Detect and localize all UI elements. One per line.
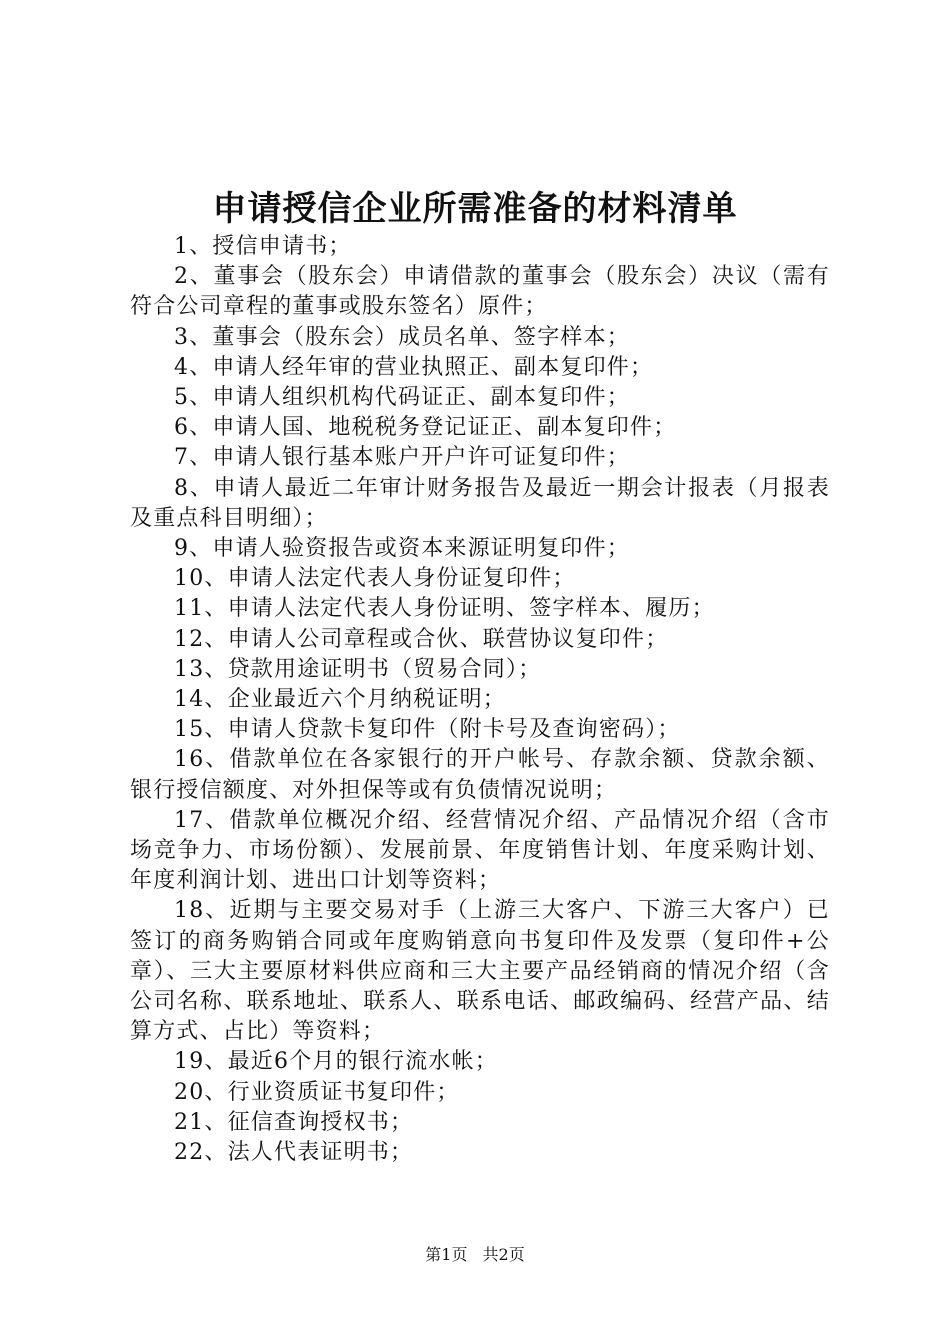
list-item: 2、董事会（股东会）申请借款的董事会（股东会）决议（需有符合公司章程的董事或股东签名）原件； xyxy=(130,264,830,320)
list-item: 4、申请人经年审的营业执照正、副本复印件； xyxy=(174,354,654,380)
list-item: 22、法人代表证明书； xyxy=(174,1140,414,1166)
list-item: 7、申请人银行基本账户开户许可证复印件； xyxy=(174,445,630,471)
list-item: 12、申请人公司章程或合伙、联营协议复印件； xyxy=(174,626,669,652)
list-item: 5、申请人组织机构代码证正、副本复印件； xyxy=(174,385,630,411)
list-item: 17、借款单位概况介绍、经营情况介绍、产品情况介绍（含市场竞争力、市场份额）、发展前景、年度销售计划、年度采购计划、年度利润计划、进出口计划等资料； xyxy=(130,807,830,894)
list-item: 20、行业资质证书复印件； xyxy=(174,1079,460,1105)
list-item: 9、申请人验资报告或资本来源证明复印件； xyxy=(174,536,630,562)
list-item: 19、最近6个月的银行流水帐； xyxy=(174,1049,498,1075)
list-item: 16、借款单位在各家银行的开户帐号、存款余额、贷款余额、银行授信额度、对外担保等或有负债情况说明； xyxy=(130,747,830,803)
list-item: 10、申请人法定代表人身份证复印件； xyxy=(174,566,576,592)
material-list xyxy=(130,232,830,1168)
list-item: 13、贷款用途证明书（贸易合同）； xyxy=(174,656,542,682)
document-title: 申请授信企业所需准备的材料清单 xyxy=(212,189,738,229)
list-item: 3、董事会（股东会）成员名单、签字样本； xyxy=(174,324,630,350)
list-item: 11、申请人法定代表人身份证明、签字样本、履历； xyxy=(174,596,715,622)
list-item: 18、近期与主要交易对手（上游三大客户、下游三大客户）已签订的商务购销合同或年度购销意向书复印件及发票（复印件+公章）、三大主要原材料供应商和三大主要产品经销商的情况介绍（含公司名称、联系地址、联系人、联系电话、邮政编码、经营产品、结算方式、占比）等资料； xyxy=(130,898,830,1045)
list-item: 8、申请人最近二年审计财务报告及最近一期会计报表（月报表及重点科目明细）； xyxy=(130,475,830,531)
list-item: 15、申请人贷款卡复印件（附卡号及查询密码）； xyxy=(174,717,681,743)
list-item: 1、授信申请书； xyxy=(174,234,352,259)
list-item: 6、申请人国、地税税务登记证正、副本复印件； xyxy=(174,415,677,441)
list-item: 14、企业最近六个月纳税证明； xyxy=(174,687,506,713)
page-total: 共2页 xyxy=(482,1245,525,1264)
list-item: 21、征信查询授权书； xyxy=(174,1109,414,1135)
page-number: 第1页 xyxy=(425,1245,468,1264)
page-footer xyxy=(0,1244,950,1266)
